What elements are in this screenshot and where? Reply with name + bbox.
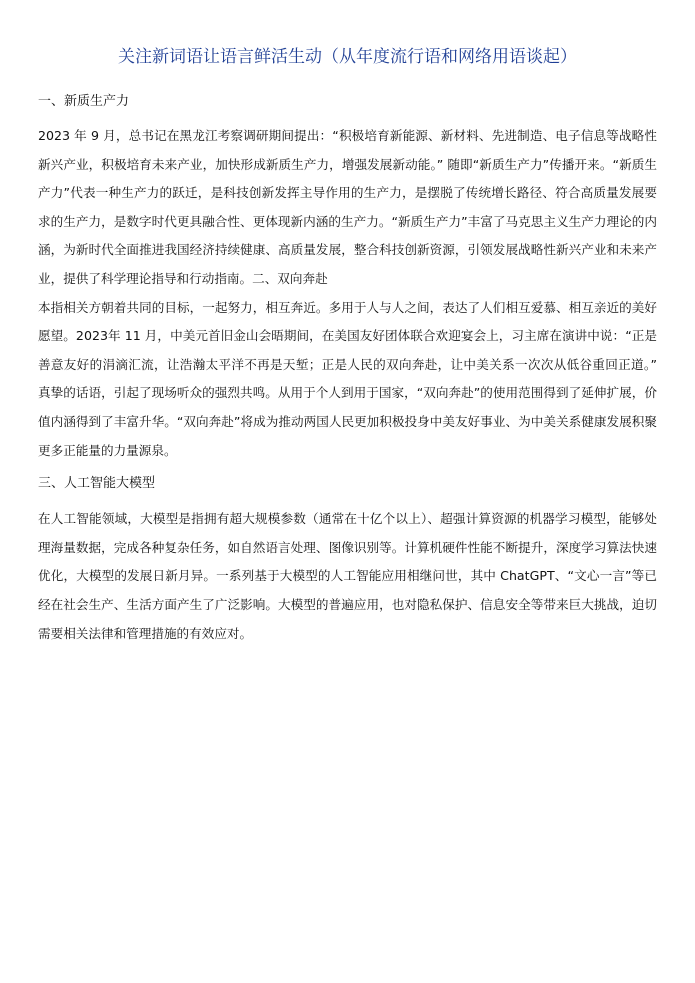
section-heading-ai-large-model: 三、人工智能大模型 [38, 476, 156, 492]
section-body-ai-large-model: 在人工智能领域，大模型是指拥有超大规模参数（通常在十亿个以上）、超强计算资源的机器学习模型，能够处理海量数据，完成各种复杂任务，如自然语言处理、图像识别等。计算机硬件性能不断提升，深度学习算法快速优化，大模型的发展日新月异。一系列基于大模型的人工智能应用相继问世，其中 ChatGPT、“文心一言”等已经在社会生产、生活方面产生了广泛影响。大模型的普遍应用，也对隐私保护、信息安全等带来巨大挑战，迫切需要相关法律和管理措施的有效应对。 [38, 511, 657, 641]
document-title: 关注新词语让语言鲜活生动（从年度流行语和网络用语谈起） [118, 47, 577, 67]
section-heading-new-productivity: 一、新质生产力 [38, 94, 130, 109]
section-body-two-way-rush: 本指相关方朝着共同的目标，一起努力，相互奔近。多用于人与人之间，表达了人们相互爱慕、相互亲近的美好愿望。2023年 11 月，中美元首旧金山会晤期间，在美国友好团体联合欢迎宴会上，习主席在演讲中说：“正是善意友好的涓滴汇流，让浩瀚太平洋不再是天堑；正是人民的双向奔赴，让中美关系一次次从低谷重回正道。” 真挚的话语，引起了现场听众的强烈共鸣。从用于个人到用于国家，“双向奔赴”的使用范围得到了延伸扩展，价值内涵得到了丰富升华。“双向奔赴”将成为推动两国人民更加积极投身中美友好事业、为中美关系健康发展积聚更多正能量的力量源泉。 [38, 299, 657, 458]
section-body-new-productivity: 2023 年 9 月，总书记在黑龙江考察调研期间提出：“积极培育新能源、新材料、先进制造、电子信息等战略性新兴产业，积极培育未来产业，加快形成新质生产力，增强发展新动能。” 随即“新质生产力”传播开来。“新质生产力”代表一种生产力的跃迁，是科技创新发挥主导作用的生产力，是摆脱了传统增长路径、符合高质量发展要求的生产力，是数字时代更具融合性、更体现新内涵的生产力。“新质生产力”丰富了马克思主义生产力理论的内涵，为新时代全面推进我国经济持续健康、高质量发展，整合科技创新资源，引领发展战略性新兴产业和未来产业，提供了科学理论指导和行动指南。二、双向奔赴 [38, 128, 657, 286]
